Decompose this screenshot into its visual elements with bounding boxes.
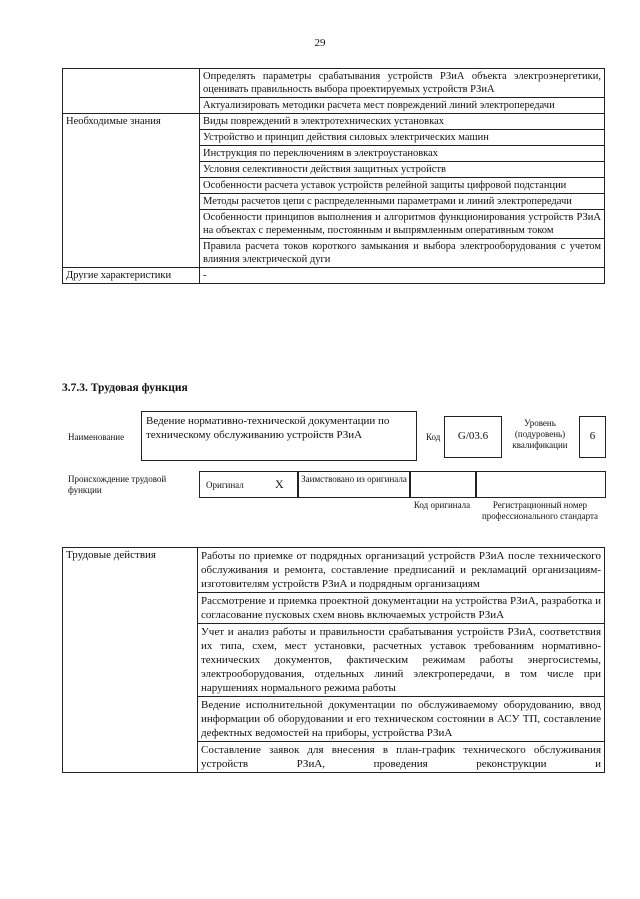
table-row [63, 268, 605, 284]
table-cell-text: Ведение исполнительной документации по обслуживаемому оборудованию, ввод информации об оборудовании и его техническом состоянии в АСУ ТП, составление дефектных ведомостей на приборы, устройства РЗиА [198, 697, 605, 742]
level-box [579, 416, 606, 458]
table-cell-text: Инструкция по переключениям в электроустановках [200, 146, 605, 162]
table-cell-text: Виды повреждений в электротехнических установках [200, 114, 605, 130]
original-label: Оригинал [206, 480, 244, 490]
table-row [63, 114, 605, 130]
page-number: 29 [314, 37, 326, 49]
knowledge-table [62, 68, 605, 284]
original-mark: X [275, 477, 284, 491]
reg-box [475, 471, 606, 498]
naim-label: Наименование [68, 432, 125, 442]
origin-label: Происхождение трудовой функции [68, 474, 167, 495]
borrowed-box [297, 471, 411, 498]
original-box [199, 471, 299, 498]
table-cell-text: Особенности принципов выполнения и алгоритмов функционирования устройств РЗиА на объектах с переменным, постоянным и выпрямленным оперативным током [200, 210, 605, 239]
table-row [63, 548, 605, 593]
table-cell-text: Работы по приемке от подрядных организаций устройств РЗиА после технического обслуживания и ремонта, составление предписаний и рекламаций организациям-изготовителям устройств РЗиА и подрядным организациям [198, 548, 605, 593]
table-cell-label: Другие характеристики [63, 268, 200, 284]
table-row [63, 69, 605, 98]
table-cell-label: Трудовые действия [63, 548, 198, 773]
table-cell-text: Методы расчетов цепи с распределенными параметрами и линий электропередачи [200, 194, 605, 210]
naim-value: Ведение нормативно-технической документации по техническому обслуживанию устройств РЗиА [146, 415, 390, 441]
reg-label: Регистрационный номер профессионального стандарта [481, 500, 599, 521]
table-cell-text: Особенности расчета уставок устройств релейной защиты цифровой подстанции [200, 178, 605, 194]
kod-value: G/03.6 [457, 430, 489, 442]
labor-actions-table [62, 547, 605, 773]
table-cell-label: Необходимые знания [63, 114, 200, 268]
kod-box [444, 416, 502, 458]
level-value: 6 [589, 430, 596, 442]
table-cell-label [63, 69, 200, 114]
table-cell-text: Актуализировать методики расчета мест повреждений линий электропередачи [200, 98, 605, 114]
kod-orig-box [409, 471, 477, 498]
level-label: Уровень (подуровень) квалификации [512, 418, 568, 450]
table-cell-text: Правила расчета токов короткого замыкания и выбора электрооборудования с учетом влияния электрической дуги [200, 239, 605, 268]
table-cell-text: Составление заявок для внесения в план-график технического обслуживания устройств РЗиА, проведения реконструкции и [198, 742, 605, 773]
section-title: 3.7.3. Трудовая функция [62, 382, 188, 394]
table-cell-text: - [200, 268, 605, 284]
table-cell-text: Устройство и принцип действия силовых электрических машин [200, 130, 605, 146]
table-cell-text: Учет и анализ работы и правильности срабатывания устройств РЗиА, соответствия их типа, схем, мест установки, расчетных уставок требованиям нормативно-технических документов, фактическим режимам работы энергосистемы, электрооборудования, отдельных линий электропередачи, в том числе при нарушениях нормального режима работы [198, 624, 605, 697]
kod-label: Код [426, 432, 441, 442]
borrowed-label: Заимствовано из оригинала [301, 474, 407, 484]
kod-orig-label: Код оригинала [413, 500, 471, 510]
table-cell-text: Условия селективности действия защитных устройств [200, 162, 605, 178]
table-cell-text: Определять параметры срабатывания устройств РЗиА объекта электроэнергетики, оценивать правильность выбора проектируемых устройств РЗиА [200, 69, 605, 98]
naim-box [141, 411, 417, 461]
table-cell-text: Рассмотрение и приемка проектной документации на устройства РЗиА, разработка и согласование пусковых схем вновь включаемых устройств РЗиА [198, 593, 605, 624]
